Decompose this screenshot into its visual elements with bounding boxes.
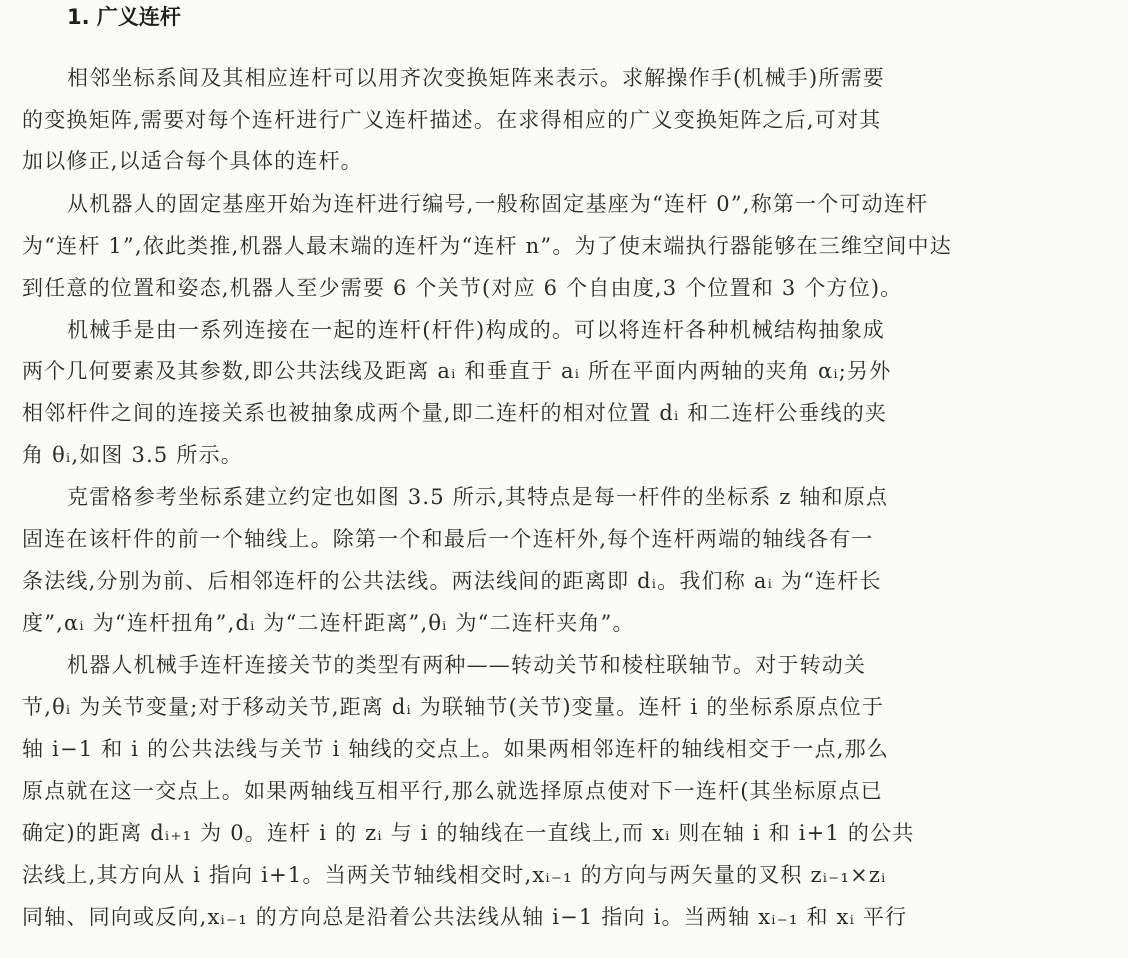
paragraph-line: 机器人机械手连杆连接关节的类型有两种——转动关节和棱柱联轴节。对于转动关 <box>67 653 867 677</box>
paragraph-line: 加以修正,以适合每个具体的连杆。 <box>22 149 363 173</box>
paragraph-line: 确定)的距离 dᵢ₊₁ 为 0。连杆 i 的 zᵢ 与 i 的轴线在一直线上,而 xᵢ 则在轴 i 和 i+1 的公共 <box>22 821 915 845</box>
paragraph-line: 轴 i−1 和 i 的公共法线与关节 i 轴线的交点上。如果两相邻连杆的轴线相交于一点,那么 <box>22 737 890 761</box>
paragraph-line: 法线上,其方向从 i 指向 i+1。当两关节轴线相交时,xᵢ₋₁ 的方向与两矢量的叉积 zᵢ₋₁×zᵢ <box>22 863 887 887</box>
paragraph-line: 相邻坐标系间及其相应连杆可以用齐次变换矩阵来表示。求解操作手(机械手)所需要 <box>67 66 885 90</box>
paragraph-line: 度”,αᵢ 为“连杆扭角”,dᵢ 为“二连杆距离”,θᵢ 为“二连杆夹角”。 <box>22 611 635 635</box>
paragraph-line: 固连在该杆件的前一个轴线上。除第一个和最后一个连杆外,每个连杆两端的轴线各有一 <box>22 527 874 551</box>
paragraph-line: 到任意的位置和姿态,机器人至少需要 6 个关节(对应 6 个自由度,3 个位置和 3 个方位)。 <box>22 276 903 300</box>
paragraph-line: 同轴、同向或反向,xᵢ₋₁ 的方向总是沿着公共法线从轴 i−1 指向 i。当两轴 xᵢ₋₁ 和 xᵢ 平行 <box>22 905 908 929</box>
paragraph-line: 为“连杆 1”,依此类推,机器人最末端的连杆为“连杆 n”。为了使末端执行器能够在三维空间中达 <box>22 234 952 258</box>
paragraph-line: 从机器人的固定基座开始为连杆进行编号,一般称固定基座为“连杆 0”,称第一个可动连杆 <box>67 192 929 216</box>
paragraph-line: 的变换矩阵,需要对每个连杆进行广义连杆描述。在求得相应的广义变换矩阵之后,可对其 <box>22 108 882 132</box>
paragraph-line: 克雷格参考坐标系建立约定也如图 3.5 所示,其特点是每一杆件的坐标系 z 轴和原点 <box>67 485 889 509</box>
paragraph-line: 相邻杆件之间的连接关系也被抽象成两个量,即二连杆的相对位置 dᵢ 和二连杆公垂线的夹 <box>22 401 888 425</box>
section-heading: 1. 广义连杆 <box>67 5 181 29</box>
paragraph-line: 节,θᵢ 为关节变量;对于移动关节,距离 dᵢ 为联轴节(关节)变量。连杆 i 的坐标系原点位于 <box>22 695 885 719</box>
paragraph-line: 原点就在这一交点上。如果两轴线互相平行,那么就选择原点使对下一连杆(其坐标原点已 <box>22 779 883 803</box>
paragraph-line: 机械手是由一系列连接在一起的连杆(杆件)构成的。可以将连杆各种机械结构抽象成 <box>67 318 885 342</box>
paragraph-line: 两个几何要素及其参数,即公共法线及距离 aᵢ 和垂直于 aᵢ 所在平面内两轴的夹角 αᵢ;另外 <box>22 359 892 383</box>
paragraph-line: 角 θᵢ,如图 3.5 所示。 <box>22 443 243 467</box>
paragraph-line: 条法线,分别为前、后相邻连杆的公共法线。两法线间的距离即 dᵢ。我们称 aᵢ 为“连杆长 <box>22 569 882 593</box>
